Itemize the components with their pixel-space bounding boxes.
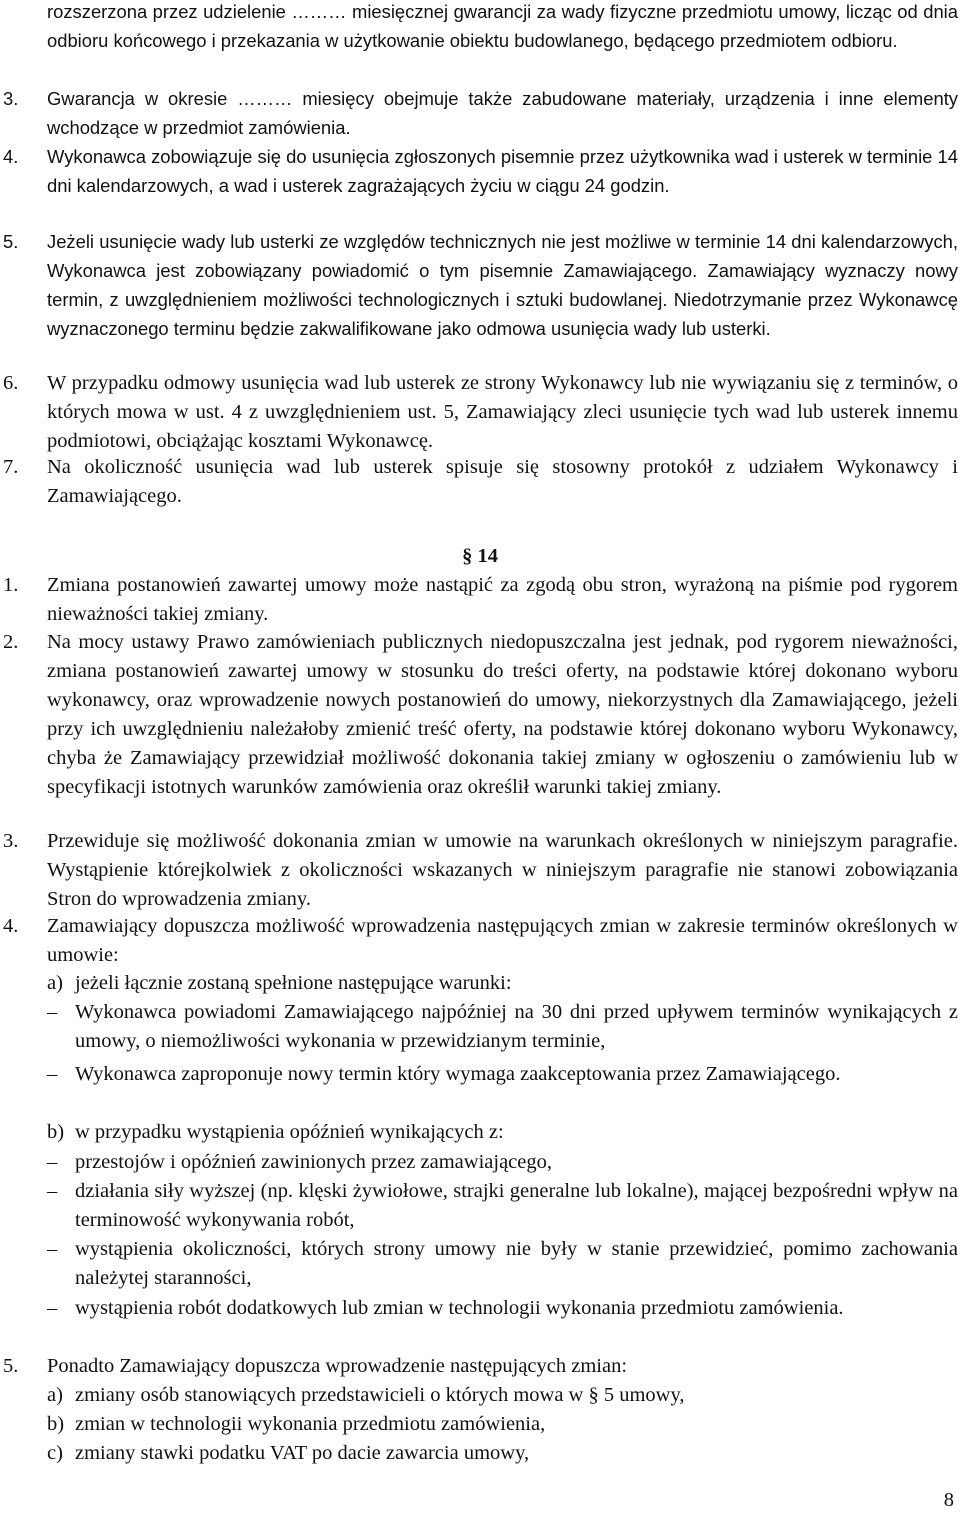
sub-item-text: zmiany stawki podatku VAT po dacie zawarcia umowy, [75, 1442, 530, 1464]
sub-item-a [47, 1381, 958, 1410]
list-number: 4. [3, 146, 19, 167]
sub-item-text: zmiany osób stanowiących przedstawicieli o których mowa w § 5 umowy, [75, 1384, 685, 1406]
dash-item-text: wystąpienia okoliczności, których strony umowy nie były w stanie przewidzieć, pomimo zachowania należytej staranności, [75, 1238, 958, 1289]
sub-item-label: b) [47, 1413, 65, 1435]
dash-bullet: – [47, 1151, 58, 1173]
section-heading: § 14 [462, 545, 498, 567]
list-number: 2. [3, 631, 19, 653]
dash-item [47, 998, 958, 1056]
sub-item-text: zmian w technologii wykonania przedmiotu zamówienia, [75, 1413, 546, 1435]
sub-item-b [47, 1410, 958, 1439]
dash-item [47, 1177, 958, 1235]
list-number: 3. [3, 88, 19, 109]
list-item-text: Na mocy ustawy Prawo zamówieniach publicznych niedopuszczalna jest jednak, pod rygorem nieważności, zmiana postanowień zawartej umowy w stosunku do treści oferty, na podstawie której dokonano wyboru wykonawcy, oraz wprowadzenie nowych postanowień do umowy, niekorzystnych dla Zamawiającego, jeżeli przy ich uwzględnieniu należałoby zmienić treść oferty, na podstawie której dokonano wyboru Wykonawcy, chyba że Zamawiający przewidział możliwość dokonania takiej zmiany w ogłoszeniu o zamówieniu lub w specyfikacji istotnych warunków zamówienia oraz określił warunki takiej zmiany. [47, 631, 958, 798]
dash-item [47, 1060, 958, 1089]
list-item-text: Jeżeli usunięcie wady lub usterki ze względów technicznych nie jest możliwe w terminie 14 dni kalendarzowych, Wykonawca jest zobowiązany powiadomić o tym pisemnie Zamawiającego. Zamawiający wyznaczy nowy termin, z uwzględnieniem możliwości technologicznych i sztuki budowlanej. Niedotrzymanie przez Wykonawcę wyznaczonego terminu będzie zakwalifikowane jako odmowa usunięcia wady lub usterki. [47, 231, 958, 339]
list-item-6 [3, 369, 958, 456]
sub-item-c [47, 1439, 958, 1468]
dash-bullet: – [47, 1063, 58, 1085]
sub-item-b [47, 1118, 958, 1147]
list-item-text: Ponadto Zamawiający dopuszcza wprowadzenie następujących zmian: [47, 1355, 628, 1377]
dash-bullet: – [47, 1180, 58, 1202]
list-number: 5. [3, 231, 19, 252]
dash-bullet: – [47, 1297, 58, 1319]
sub-item-a [47, 969, 958, 998]
list-number: 7. [3, 456, 19, 478]
sub-item-text: jeżeli łącznie zostaną spełnione następujące warunki: [75, 972, 512, 994]
list-item-5 [3, 227, 958, 343]
dash-item [47, 1148, 958, 1177]
sub-item-label: c) [47, 1442, 63, 1464]
sub-item-label: b) [47, 1121, 65, 1143]
list-item-text: Zamawiający dopuszcza możliwość wprowadzenia następujących zmian w zakresie terminów określonych w umowie: [47, 915, 958, 966]
list-item-4 [3, 912, 958, 970]
list-number: 4. [3, 915, 19, 937]
list-item-text: Na okoliczność usunięcia wad lub usterek spisuje się stosowny protokół z udziałem Wykonawcy i Zamawiającego. [47, 456, 958, 507]
sub-item-text: w przypadku wystąpienia opóźnień wynikających z: [75, 1121, 504, 1143]
dash-item [47, 1294, 958, 1323]
list-number: 5. [3, 1355, 19, 1377]
list-item-text: Zmiana postanowień zawartej umowy może nastąpić za zgodą obu stron, wyrażoną na piśmie pod rygorem nieważności takiej zmiany. [47, 574, 958, 625]
list-item-3 [3, 827, 958, 914]
list-item-text: Gwarancja w okresie ……… miesięcy obejmuje także zabudowane materiały, urządzenia i inne elementy wchodzące w przedmiot zamówienia. [47, 88, 958, 138]
list-item-3 [3, 84, 958, 142]
list-number: 1. [3, 574, 19, 596]
list-item-text: Przewiduje się możliwość dokonania zmian w umowie na warunkach określonych w niniejszym paragrafie. Wystąpienie którejkolwiek z okoliczności wskazanych w niniejszym paragrafie nie stanowi zobowiązania Stron do wprowadzenia zmiany. [47, 830, 958, 910]
list-number: 6. [3, 372, 19, 394]
dash-item [47, 1235, 958, 1293]
dash-item-text: Wykonawca powiadomi Zamawiającego najpóźniej na 30 dni przed upływem terminów wynikających z umowy, o niemożliwości wykonania w przewidzianym terminie, [75, 1001, 958, 1052]
dash-item-text: działania siły wyższej (np. klęski żywiołowe, strajki generalne lub lokalne), mającej bezpośredni wpływ na terminowość wykonywania robót, [75, 1180, 958, 1231]
list-item-5 [3, 1352, 958, 1381]
list-item-1 [3, 571, 958, 629]
sub-item-label: a) [47, 1384, 63, 1406]
list-number: 3. [3, 830, 19, 852]
dash-item-text: przestojów i opóźnień zawinionych przez zamawiającego, [75, 1151, 552, 1173]
dash-bullet: – [47, 1001, 58, 1023]
list-item-4 [3, 142, 958, 200]
paragraph-text: rozszerzona przez udzielenie ……… miesięcznej gwarancji za wady fizyczne przedmiotu umowy, licząc od dnia odbioru końcowego i przekazania w użytkowanie obiektu budowlanego, będącego przedmiotem odbioru. [47, 1, 958, 51]
dash-item-text: wystąpienia robót dodatkowych lub zmian w technologii wykonania przedmiotu zamówienia. [75, 1297, 844, 1319]
list-item-7 [3, 453, 958, 511]
sub-item-label: a) [47, 972, 63, 994]
dash-item-text: Wykonawca zaproponuje nowy termin który wymaga zaakceptowania przez Zamawiającego. [75, 1063, 841, 1085]
list-item-text: W przypadku odmowy usunięcia wad lub usterek ze strony Wykonawcy lub nie wywiązaniu się z terminów, o których mowa w ust. 4 z uwzględnieniem ust. 5, Zamawiający zleci usunięcie tych wad lub usterek innemu podmiotowi, obciążając kosztami Wykonawcę. [47, 372, 958, 452]
dash-bullet: – [47, 1238, 58, 1260]
list-item-text: Wykonawca zobowiązuje się do usunięcia zgłoszonych pisemnie przez użytkownika wad i usterek w terminie 14 dni kalendarzowych, a wad i usterek zagrażających życiu w ciągu 24 godzin. [47, 146, 958, 196]
page-number: 8 [943, 1489, 954, 1511]
paragraph-continuation [3, 0, 958, 55]
list-item-2 [3, 628, 958, 802]
